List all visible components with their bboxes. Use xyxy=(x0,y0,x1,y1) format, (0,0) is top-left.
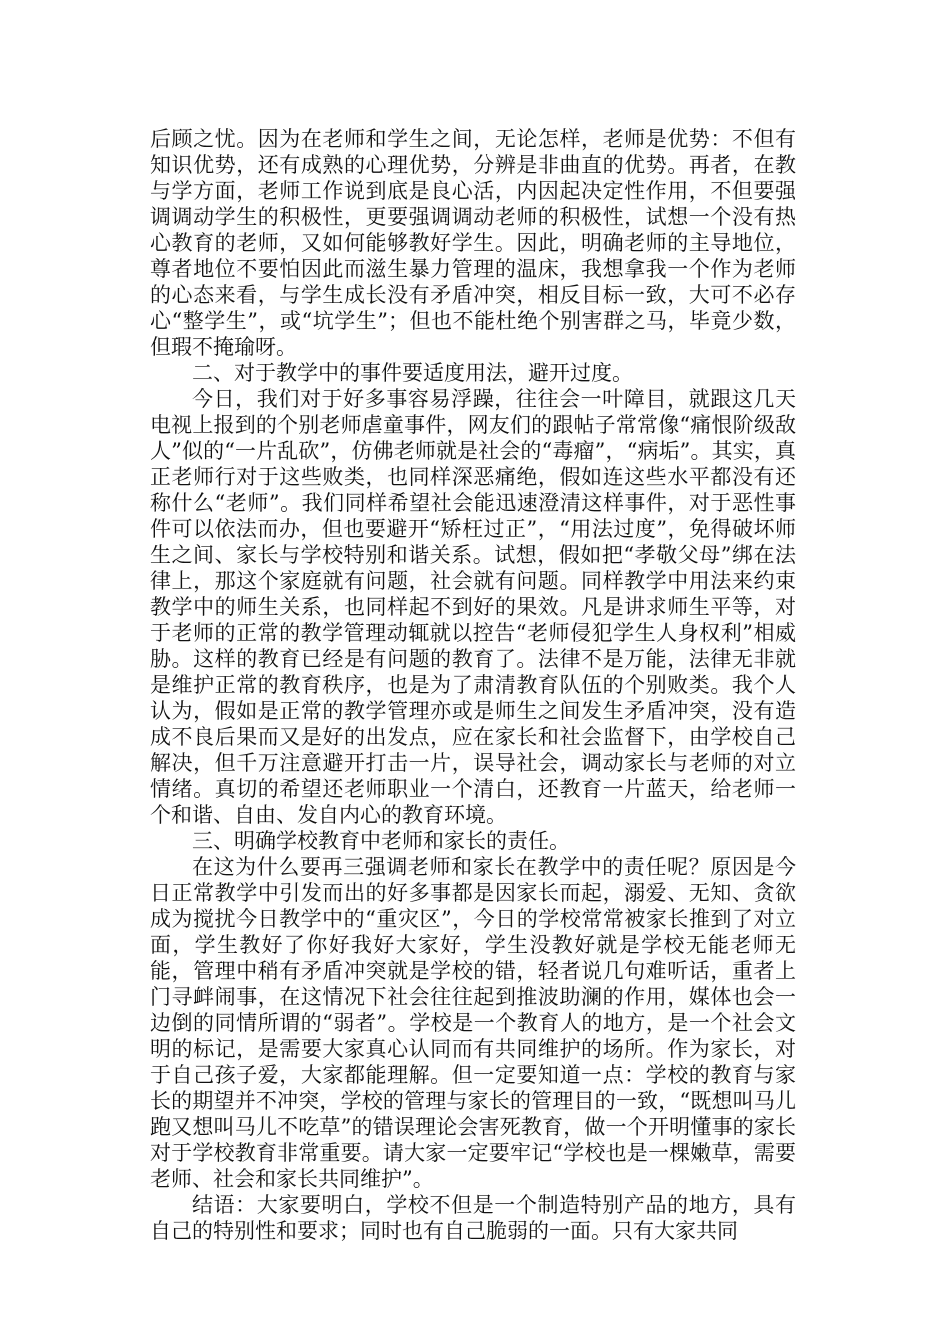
paragraph-continuation: 后顾之忧。因为在老师和学生之间，无论怎样，老师是优势：不但有知识优势，还有成熟的心理优势，分辨是非曲直的优势。再者，在教与学方面，老师工作说到底是良心活，内因起决定性作用，不但要强调调动学生的积极性，更要强调调动老师的积极性，试想一个没有热心教育的老师，又如何能够教好学生。因此，明确老师的主导地位，尊者地位不要怕因此而滋生暴力管理的温床，我想拿我一个作为老师的心态来看，与学生成长没有矛盾冲突，相反目标一致，大可不必存心“整学生”，或“坑学生”；但也不能杜绝个别害群之马，毕竟少数，但瑕不掩瑜呀。 xyxy=(150,127,796,359)
paragraph-section-2: 今日，我们对于好多事容易浮躁，往往会一叶障目，就跟这几天电视上报到的个别老师虐童事件，网友们的跟帖子常常像“痛恨阶级敌人”似的“一片乱砍”，仿佛老师就是社会的“毒瘤”，“病垢”。其实，真正老师行对于这些败类，也同样深恶痛绝，假如连这些水平都没有还称什么“老师”。我们同样希望社会能迅速澄清这样事件，对于恶性事件可以依法而办，但也要避开“矫枉过正”，“用法过度”，免得破坏师生之间、家长与学校特别和谐关系。试想，假如把“孝敬父母”绑在法律上，那这个家庭就有问题，社会就有问题。同样教学中用法来约束教学中的师生关系，也同样起不到好的果效。凡是讲求师生平等，对于老师的正常的教学管理动辄就以控告“老师侵犯学生人身权利”相威胁。这样的教育已经是有问题的教育了。法律不是万能，法律无非就是维护正常的教育秩序，也是为了肃清教育队伍的个别败类。我个人认为，假如是正常的教学管理亦或是师生之间发生矛盾冲突，没有造成不良后果而又是好的出发点，应在家长和社会监督下，由学校自己解决，但千万注意避开打击一片，误导社会，调动家长与老师的对立情绪。真切的希望还老师职业一个清白，还教育一片蓝天，给老师一个和谐、自由、发自内心的教育环境。 xyxy=(150,387,796,827)
paragraph-conclusion: 结语：大家要明白，学校不但是一个制造特别产品的地方，具有自己的特别性和要求；同时也有自己脆弱的一面。只有大家共同 xyxy=(150,1193,796,1243)
document-body xyxy=(150,126,796,1244)
section-heading-2: 二、对于教学中的事件要适度用法，避开过度。 xyxy=(192,361,633,385)
section-heading-3: 三、明确学校教育中老师和家长的责任。 xyxy=(192,829,570,853)
paragraph-section-3: 在这为什么要再三强调老师和家长在教学中的责任呢？原因是今日正常教学中引发而出的好多事都是因家长而起，溺爱、无知、贪欲成为搅扰今日教学中的“重灾区”，今日的学校常常被家长推到了对立面，学生教好了你好我好大家好，学生没教好就是学校无能老师无能，管理中稍有矛盾冲突就是学校的错，轻者说几句难听话，重者上门寻衅闹事，在这情况下社会往往起到推波助澜的作用，媒体也会一边倒的同情所谓的“弱者”。学校是一个教育人的地方，是一个社会文明的标记，是需要大家真心认同而有共同维护的场所。作为家长，对于自己孩子爱，大家都能理解。但一定要知道一点：学校的教育与家长的期望并不冲突，学校的管理与家长的管理目的一致，“既想叫马儿跑又想叫马儿不吃草”的错误理论会害死教育，做一个开明懂事的家长对于学校教育非常重要。请大家一定要牢记“学校也是一棵嫩草，需要老师、社会和家长共同维护”。 xyxy=(150,855,796,1191)
